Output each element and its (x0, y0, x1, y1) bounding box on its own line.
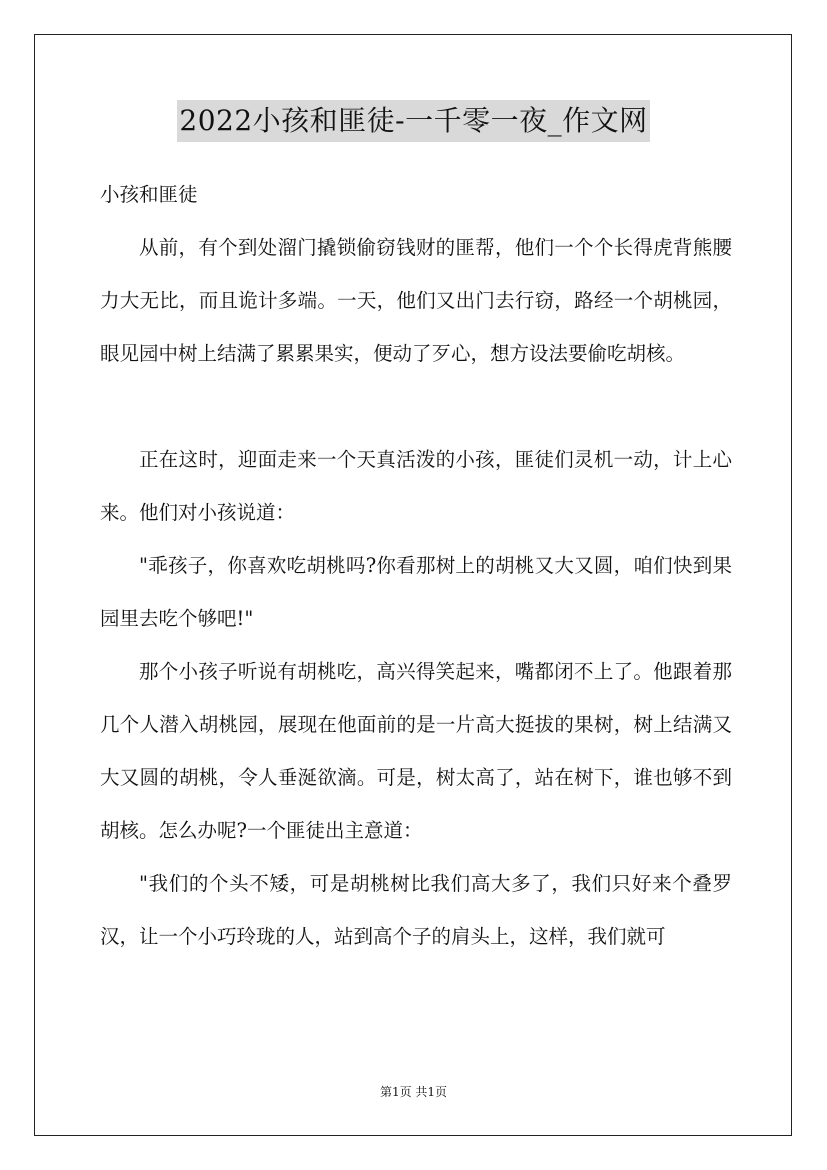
body-paragraph: 那个小孩子听说有胡桃吃，高兴得笑起来，嘴都闭不上了。他跟着那几个人潜入胡桃园，展现在他面前的是一片高大挺拔的果树，树上结满又大又圆的胡桃，令人垂涎欲滴。可是，树太高了，站在树下，谁也够不到胡核。怎么办呢?一个匪徒出主意道： (100, 660, 732, 842)
body-paragraph: "乖孩子，你喜欢吃胡桃吗?你看那树上的胡桃又大又圆，咱们快到果园里去吃个够吧!" (100, 554, 732, 630)
body-paragraph: 正在这时，迎面走来一个天真活泼的小孩，匪徒们灵机一动，计上心来。他们对小孩说道： (100, 448, 732, 524)
title-container (0, 100, 827, 142)
paragraph-spacer (100, 380, 732, 433)
body-paragraph: "我们的个头不矮，可是胡桃树比我们高大多了，我们只好来个叠罗汉，让一个小巧玲珑的人，站到高个子的肩头上，这样，我们就可 (100, 872, 732, 948)
document-body (100, 168, 732, 963)
document-title: 2022小孩和匪徒-一千零一夜_作文网 (177, 100, 649, 142)
subtitle-paragraph: 小孩和匪徒 (100, 183, 198, 206)
page-number-footer: 第1页 共1页 (379, 1085, 448, 1099)
body-paragraph: 从前，有个到处溜门撬锁偷窃钱财的匪帮，他们一个个长得虎背熊腰力大无比，而且诡计多端。一天，他们又出门去行窃，路经一个胡桃园，眼见园中树上结满了累累果实，便动了歹心，想方设法要偷吃胡核。 (100, 236, 732, 365)
